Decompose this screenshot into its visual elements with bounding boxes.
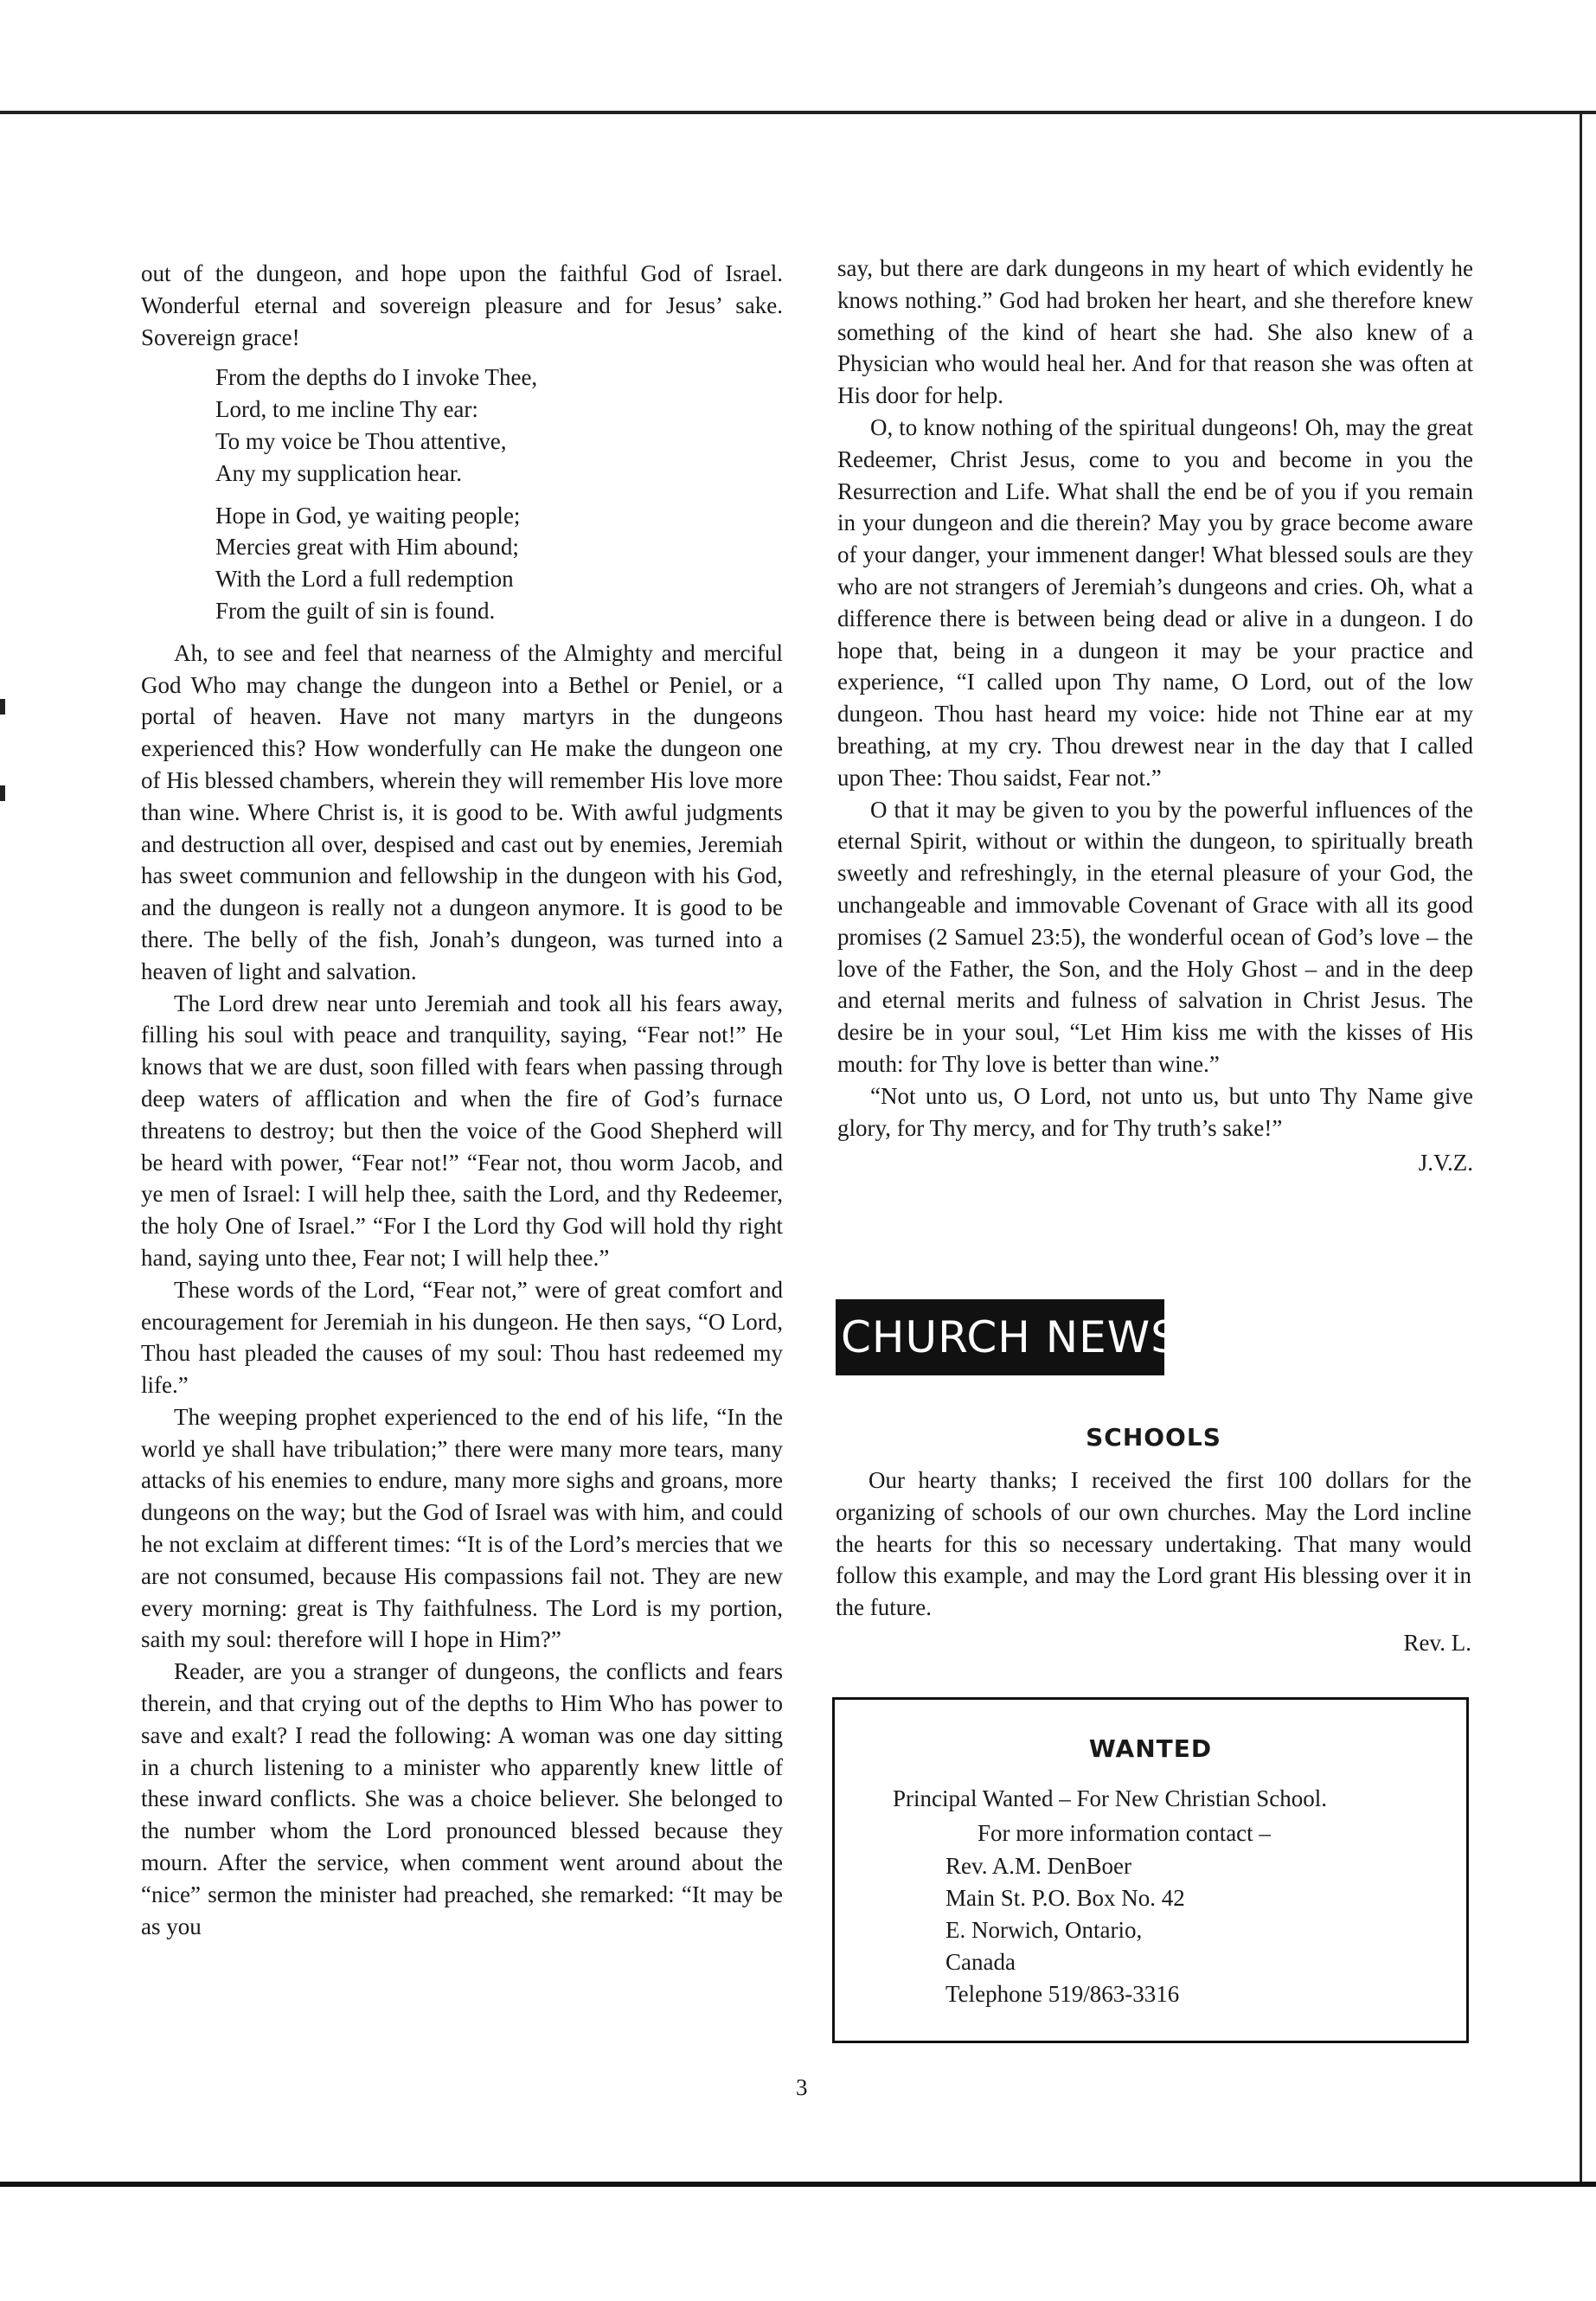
wanted-line: For more information contact –	[977, 1820, 1271, 1846]
paragraph: Reader, are you a stranger of dungeons, the conflicts and fears therein, and that crying out of the depths to Him Who has power to save and exalt? I read the following: A woman was one day sitting in a church listening to a minister who apparently knew little of these inward conflicts. She was a choice believer. She belonged to the number whom the Lord pronounced blessed because they mourn. After the service, when comment went around about the “nice” sermon the minister had preached, she remarked: “It may be as you	[141, 1658, 783, 1939]
verse-line: To my voice be Thou attentive,	[215, 427, 507, 454]
paragraph: The weeping prophet experienced to the end of his life, “In the world ye shall have tribulation;” there were many more tears, many attacks of his enemies to endure, many more sighs and groans, more dungeons on the way; but the God of Israel was with him, and could he not exclaim at different times: “It is of the Lord’s mercies that we are not consumed, because His compassions fail not. They are new every morning: great is Thy faithfulness. The Lord is my portion, saith my soul: therefore will I hope in Him?”	[141, 1403, 783, 1653]
paragraph: out of the dungeon, and hope upon the faithful God of Israel. Wonderful eternal and sovereign pleasure and for Jesus’ sake. Sovereign grace!	[141, 260, 783, 350]
schools-heading: SCHOOLS	[1086, 1423, 1221, 1452]
church-news-banner: CHURCH NEWS	[836, 1299, 1164, 1375]
right-column	[837, 253, 1473, 1179]
paragraph: say, but there are dark dungeons in my heart of which evidently he knows nothing.” God had broken her heart, and she therefore knew something of the kind of heart she had. She also knew of a Physician who would heal her. And for that reason she was often at His door for help.	[837, 255, 1473, 409]
left-column	[141, 258, 783, 1942]
paragraph: These words of the Lord, “Fear not,” were of great comfort and encouragement for Jeremiah in his dungeon. He then says, “O Lord, Thou hast pleaded the causes of my soul: Thou hast redeemed my life.”	[141, 1276, 783, 1399]
page-edge-mark	[0, 785, 5, 801]
page-edge-top	[0, 111, 1596, 114]
verse-line: Any my supplication hear.	[215, 459, 462, 486]
page-edge-bottom	[0, 2182, 1596, 2187]
address-line: E. Norwich, Ontario,	[945, 1917, 1143, 1943]
schools-section	[836, 1465, 1471, 1659]
verse-stanza	[215, 362, 783, 489]
address-line: Canada	[945, 1949, 1016, 1975]
page-number: 3	[796, 2074, 808, 2100]
paragraph: “Not unto us, O Lord, not unto us, but unto Thy Name give glory, for Thy mercy, and for Thy truth’s sake!”	[837, 1082, 1473, 1141]
page-edge-mark	[0, 699, 5, 715]
verse-line: From the depths do I invoke Thee,	[215, 364, 538, 391]
wanted-ad-box	[832, 1697, 1469, 2043]
paragraph: Our hearty thanks; I received the first 100 dollars for the organizing of schools of our own churches. May the Lord incline the hearts for this so necessary undertaking. That many would follow this example, and may the Lord grant His blessing over it in the future.	[836, 1467, 1471, 1621]
paragraph: Ah, to see and feel that nearness of the Almighty and merciful God Who may change the dungeon into a Bethel or Peniel, or a portal of heaven. Have not many martyrs in the dungeons experienced this? How wonderfully can He make the dungeon one of His blessed chambers, wherein they will remember His love more than wine. Where Christ is, it is good to be. With awful judgments and destruction all over, despised and cast out by enemies, Jeremiah has sweet communion and fellowship in the dungeon with his God, and the dungeon is really not a dungeon anymore. It is good to be there. The belly of the fish, Jonah’s dungeon, was turned into a heaven of light and salvation.	[141, 639, 783, 984]
verse-line: From the guilt of sin is found.	[215, 597, 496, 624]
address-line: Main St. P.O. Box No. 42	[945, 1885, 1185, 1911]
verse-stanza	[215, 500, 783, 627]
schools-signature: Rev. L.	[1403, 1629, 1471, 1656]
wanted-line: Principal Wanted – For New Christian School.	[893, 1785, 1328, 1811]
paragraph: O, to know nothing of the spiritual dungeons! Oh, may the great Redeemer, Christ Jesus, come to you and become in you the Resurrection and Life. What shall the end be of you if you remain in your dungeon and die therein? May you by grace become aware of your danger, your immenent danger! What blessed souls are they who are not strangers of Jeremiah’s dungeons and cries. Oh, what a difference there is between being dead or alive in a dungeon. I do hope that, being in a dungeon it may be your practice and experience, “I called upon Thy name, O Lord, out of the low dungeon. Thou hast heard my voice: hide not Thine ear at my breathing, at my cry. Thou drewest near in the day that I called upon Thee: Thou saidst, Fear not.”	[837, 413, 1473, 791]
contact-name: Rev. A.M. DenBoer	[945, 1853, 1131, 1879]
verse-line: Hope in God, ye waiting people;	[215, 502, 521, 529]
verse-line: Lord, to me incline Thy ear:	[215, 396, 478, 423]
wanted-heading: WANTED	[1088, 1734, 1213, 1763]
verse-line: Mercies great with Him abound;	[215, 534, 519, 561]
author-signature: J.V.Z.	[1418, 1150, 1473, 1176]
paragraph: O that it may be given to you by the powerful influences of the eternal Spirit, without or within the dungeon, to spiritually breath sweetly and refreshingly, in the eternal pleasure of your God, the unchangeable and immovable Covenant of Grace with all its good promises (2 Samuel 23:5), the wonderful ocean of God’s love – the love of the Father, the Son, and the Holy Ghost – and in the deep and eternal merits and fulness of salvation in Christ Jesus. The desire be in your soul, “Let Him kiss me with the kisses of His mouth: for Thy love is better than wine.”	[837, 796, 1473, 1077]
verse-line: With the Lord a full redemption	[215, 566, 514, 593]
paragraph: The Lord drew near unto Jeremiah and took all his fears away, filling his soul with peace and tranquility, saying, “Fear not!” He knows that we are dust, soon filled with fears when passing through deep waters of afflication and when the fire of God’s furnace threatens to destroy; but then the voice of the Good Shepherd will be heard with power, “Fear not!” “Fear not, thou worm Jacob, and ye men of Israel: I will help thee, saith the Lord, and thy Redeemer, the holy One of Israel.” “For I the Lord thy God will hold thy right hand, saying unto thee, Fear not; I will help thee.”	[141, 990, 783, 1271]
page-edge-right	[1580, 111, 1582, 2187]
telephone: Telephone 519/863-3316	[945, 1981, 1180, 2007]
